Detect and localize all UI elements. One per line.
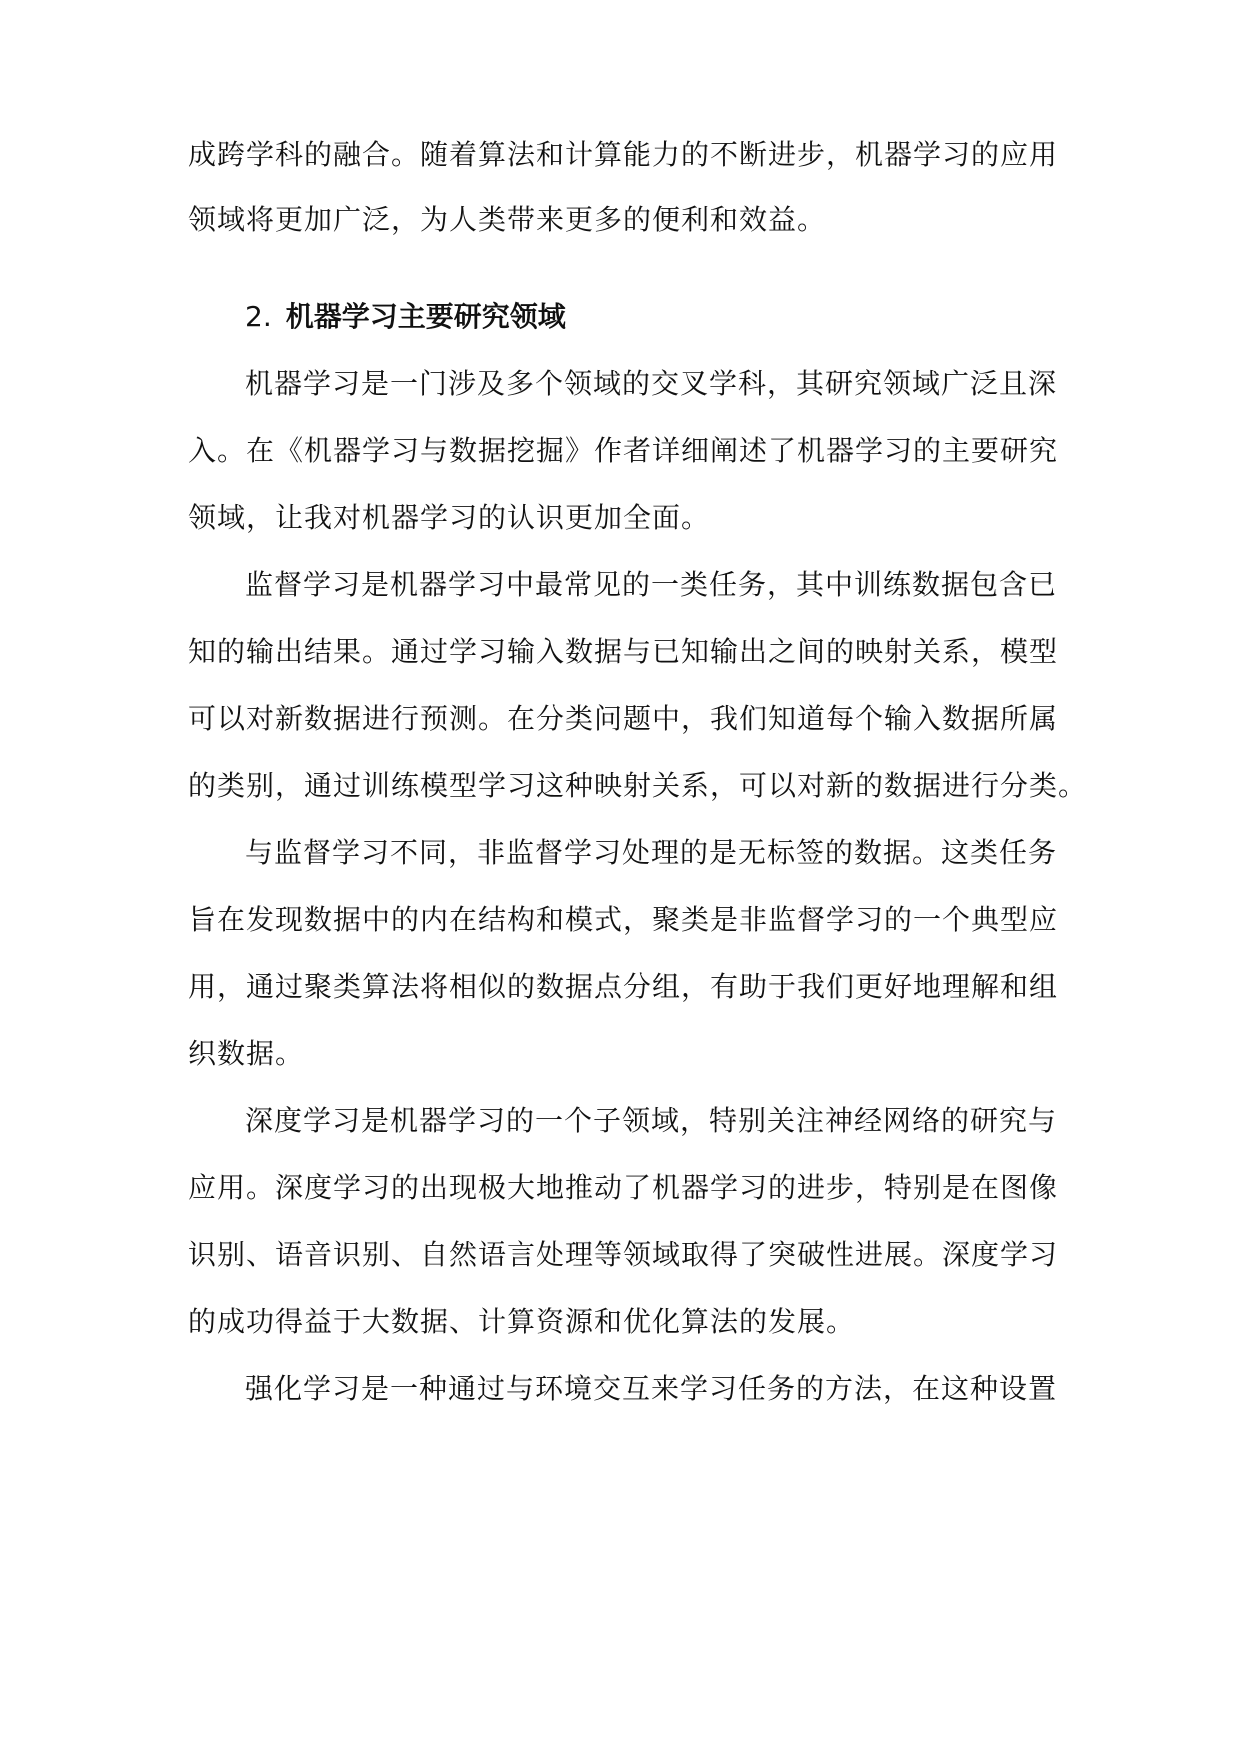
paragraph-line: 机器学习是一门涉及多个领域的交叉学科，其研究领域广泛且深 bbox=[245, 367, 1058, 400]
paragraph-line: 强化学习是一种通过与环境交互来学习任务的方法，在这种设置 bbox=[245, 1372, 1058, 1405]
paragraph-line: 应用。深度学习的出现极大地推动了机器学习的进步，特别是在图像 bbox=[188, 1171, 1059, 1204]
section-number: 2. bbox=[245, 300, 272, 333]
paragraph-line: 与监督学习不同，非监督学习处理的是无标签的数据。这类任务 bbox=[245, 836, 1058, 869]
paragraph-line: 领域，让我对机器学习的认识更加全面。 bbox=[188, 501, 711, 534]
paragraph-line: 的成功得益于大数据、计算资源和优化算法的发展。 bbox=[188, 1305, 856, 1338]
paragraph-line: 识别、语音识别、自然语言处理等领域取得了突破性进展。深度学习 bbox=[188, 1238, 1059, 1271]
intro-line-2: 领域将更加广泛，为人类带来更多的便利和效益。 bbox=[188, 203, 827, 236]
paragraph-line: 可以对新数据进行预测。在分类问题中，我们知道每个输入数据所属 bbox=[188, 702, 1059, 735]
paragraph-line: 监督学习是机器学习中最常见的一类任务，其中训练数据包含已 bbox=[245, 568, 1058, 601]
paragraph-line: 的类别，通过训练模型学习这种映射关系，可以对新的数据进行分类。 bbox=[188, 769, 1088, 802]
intro-line-1: 成跨学科的融合。随着算法和计算能力的不断进步，机器学习的应用 bbox=[188, 138, 1059, 171]
paragraph-line: 知的输出结果。通过学习输入数据与已知输出之间的映射关系，模型 bbox=[188, 635, 1059, 668]
paragraph-line: 织数据。 bbox=[188, 1037, 305, 1070]
section-title: 机器学习主要研究领域 bbox=[285, 300, 566, 333]
paragraph-line: 旨在发现数据中的内在结构和模式，聚类是非监督学习的一个典型应 bbox=[188, 903, 1059, 936]
paragraph-line: 用，通过聚类算法将相似的数据点分组，有助于我们更好地理解和组 bbox=[188, 970, 1059, 1003]
paragraph-line: 入。在《机器学习与数据挖掘》作者详细阐述了机器学习的主要研究 bbox=[188, 434, 1059, 467]
section-heading bbox=[245, 297, 566, 337]
paragraph-line: 深度学习是机器学习的一个子领域，特别关注神经网络的研究与 bbox=[245, 1104, 1058, 1137]
